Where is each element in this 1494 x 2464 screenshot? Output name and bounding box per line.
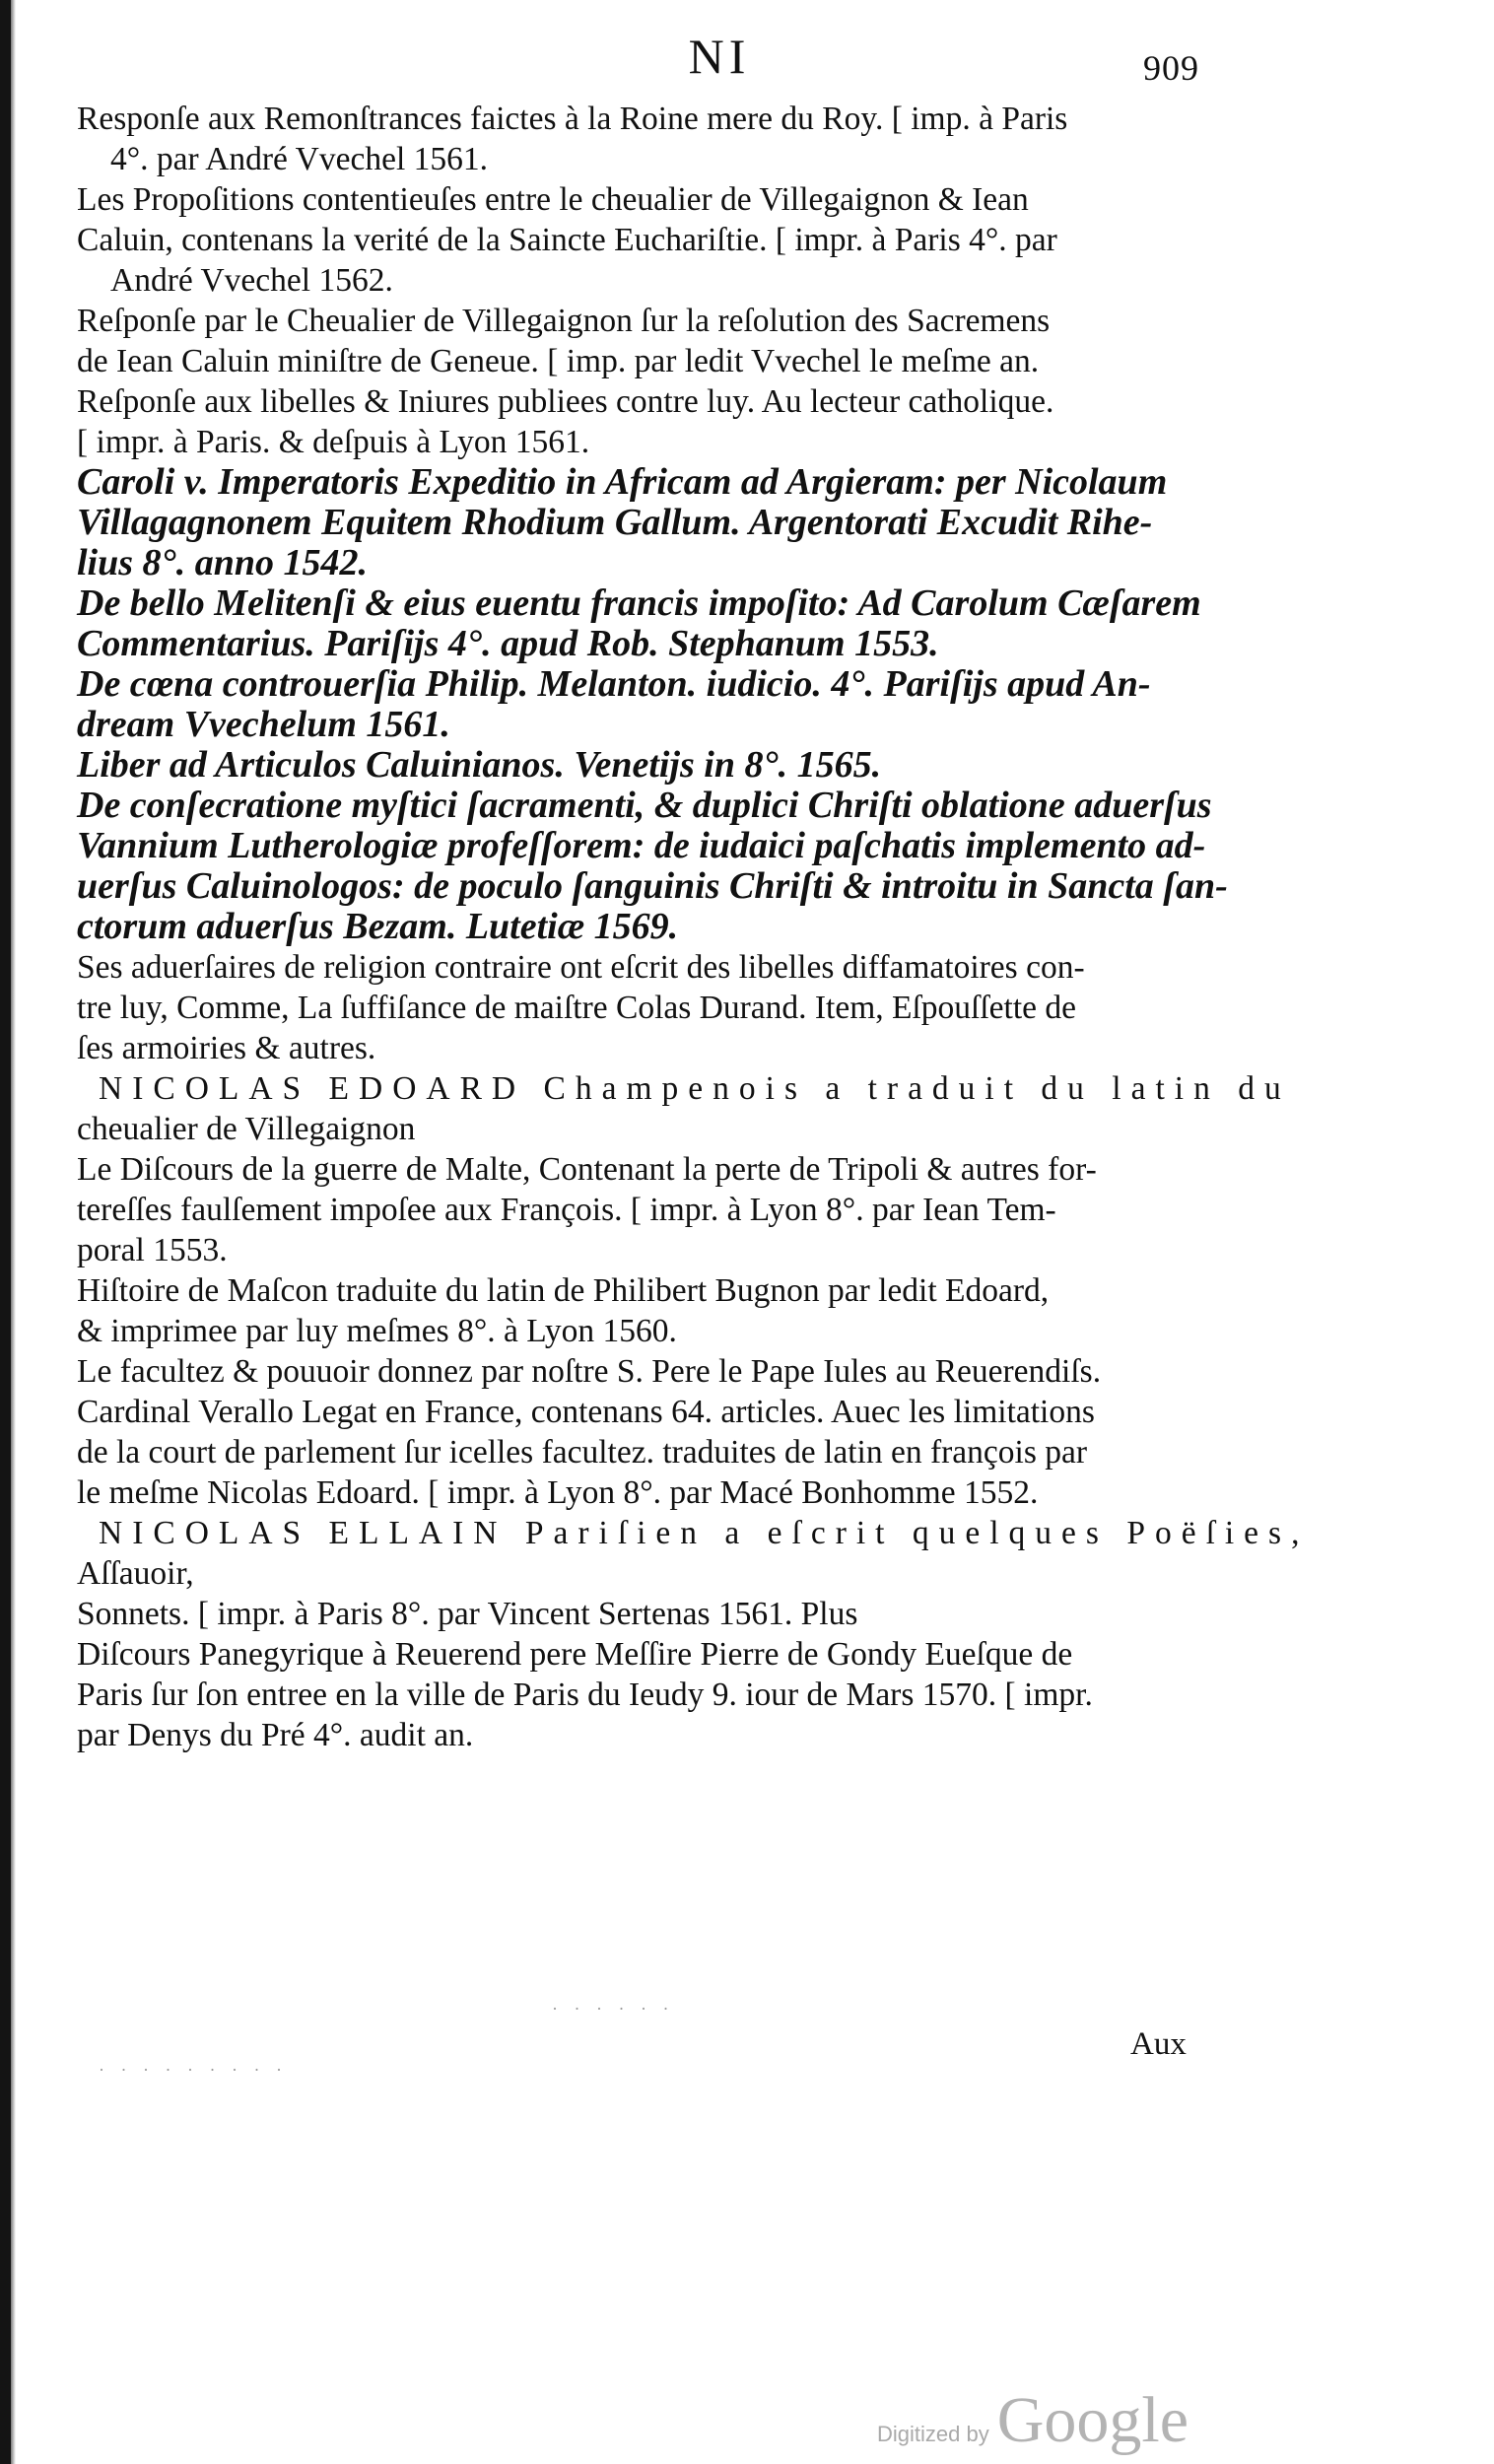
italic-title-line: Villagagnonem Equitem Rhodium Gallum. Argentorati Excudit Rihe-: [77, 502, 1153, 543]
text-line: Le Diſcours de la guerre de Malte, Contenant la perte de Tripoli & autres for-: [77, 1151, 1097, 1188]
text-line: Ses aduerſaires de religion contraire ont eſcrit des libelles diffamatoires con-: [77, 949, 1085, 986]
text-line: de la court de parlement ſur icelles facultez. traduites de latin en françois par: [77, 1434, 1088, 1471]
author-heading-nicolas-ellain: NICOLAS ELLAIN Pariſien a eſcrit quelques Poëſies,: [99, 1515, 1310, 1551]
text-line: par Denys du Pré 4°. audit an.: [77, 1717, 474, 1753]
text-line: Caluin, contenans la verité de la Saincte Euchariſtie. [ impr. à Paris 4°. par: [77, 222, 1057, 258]
italic-title-line: Vannium Lutherologiæ profeſſorem: de iudaici paſchatis implemento ad-: [77, 825, 1206, 866]
italic-title-line: De conſecratione myſtici ſacramenti, & duplici Chriſti oblatione aduerſus: [77, 785, 1212, 826]
google-logo: Google: [996, 2384, 1189, 2456]
page-number: 909: [1143, 48, 1199, 88]
text-line: Le facultez & pouuoir donnez par noſtre S. Pere le Pape Iules au Reuerendiſs.: [77, 1353, 1102, 1390]
text-line: André Vvechel 1562.: [110, 262, 393, 299]
watermark-prefix: Digitized by: [877, 2422, 989, 2446]
text-line: le meſme Nicolas Edoard. [ impr. à Lyon 8°. par Macé Bonhomme 1552.: [77, 1474, 1039, 1511]
text-line: Responſe aux Remonſtrances faictes à la Roine mere du Roy. [ imp. à Paris: [77, 101, 1068, 137]
page-body: [77, 99, 1310, 1755]
running-head: NI: [688, 29, 751, 84]
text-line: 4°. par André Vvechel 1561.: [110, 141, 489, 177]
italic-title-line: Liber ad Articulos Caluinianos. Venetijs in 8°. 1565.: [77, 744, 882, 786]
text-line: poral 1553.: [77, 1232, 228, 1268]
text-line: Cardinal Verallo Legat en France, contenans 64. articles. Auec les limitations: [77, 1394, 1095, 1430]
page-binding-edge: [0, 0, 11, 2464]
text-line: Diſcours Panegyrique à Reuerend pere Meſſire Pierre de Gondy Eueſque de: [77, 1636, 1073, 1673]
text-line: ſes armoiries & autres.: [77, 1030, 376, 1066]
italic-title-line: Commentarius. Pariſijs 4°. apud Rob. Stephanum 1553.: [77, 623, 939, 664]
text-line: Reſponſe par le Cheualier de Villegaignon ſur la reſolution des Sacremens: [77, 303, 1051, 339]
text-line: tre luy, Comme, La ſuffiſance de maiſtre Colas Durand. Item, Eſpouſſette de: [77, 990, 1076, 1026]
text-line: cheualier de Villegaignon: [77, 1111, 416, 1147]
italic-title-line: dream Vvechelum 1561.: [77, 704, 450, 745]
catchword: Aux: [1130, 2026, 1187, 2062]
page-binding-shadow: [11, 0, 16, 2464]
text-line: Paris ſur ſon entree en la ville de Paris du Ieudy 9. iour de Mars 1570. [ impr.: [77, 1677, 1093, 1713]
italic-title-line: ctorum aduerſus Bezam. Lutetiæ 1569.: [77, 906, 679, 947]
author-heading-nicolas-edoard: NICOLAS EDOARD Champenois a traduit du latin du: [99, 1070, 1291, 1107]
italic-title-line: De cœna controuerſia Philip. Melanton. iudicio. 4°. Pariſijs apud An-: [77, 663, 1151, 705]
italic-title-line: De bello Melitenſi & eius euentu francis impoſito: Ad Carolum Cæſarem: [77, 582, 1201, 624]
print-speckle: · · · · · ·: [552, 1999, 675, 2019]
print-speckle: · · · · · · · · ·: [99, 2060, 288, 2080]
text-line: Aſſauoir,: [77, 1555, 194, 1592]
text-line: de Iean Caluin miniſtre de Geneue. [ imp. par ledit Vvechel le meſme an.: [77, 343, 1040, 379]
text-line: Les Propoſitions contentieuſes entre le cheualier de Villegaignon & Iean: [77, 181, 1029, 218]
text-line: Reſponſe aux libelles & Iniures publiees contre luy. Au lecteur catholique.: [77, 383, 1054, 420]
digitized-by-google-watermark: [877, 2383, 1188, 2458]
text-line: Hiſtoire de Maſcon traduite du latin de Philibert Bugnon par ledit Edoard,: [77, 1272, 1050, 1309]
text-line: tereſſes faulſement impoſee aux François. [ impr. à Lyon 8°. par Iean Tem-: [77, 1192, 1056, 1228]
text-line: & imprimee par luy meſmes 8°. à Lyon 1560.: [77, 1313, 677, 1349]
italic-title-line: lius 8°. anno 1542.: [77, 542, 369, 583]
text-line: [ impr. à Paris. & deſpuis à Lyon 1561.: [77, 424, 590, 460]
italic-title-line: Caroli v. Imperatoris Expeditio in Africam ad Argieram: per Nicolaum: [77, 461, 1168, 503]
italic-title-line: uerſus Caluinologos: de poculo ſanguinis Chriſti & introitu in Sancta ſan-: [77, 865, 1228, 907]
text-line: Sonnets. [ impr. à Paris 8°. par Vincent Sertenas 1561. Plus: [77, 1596, 858, 1632]
